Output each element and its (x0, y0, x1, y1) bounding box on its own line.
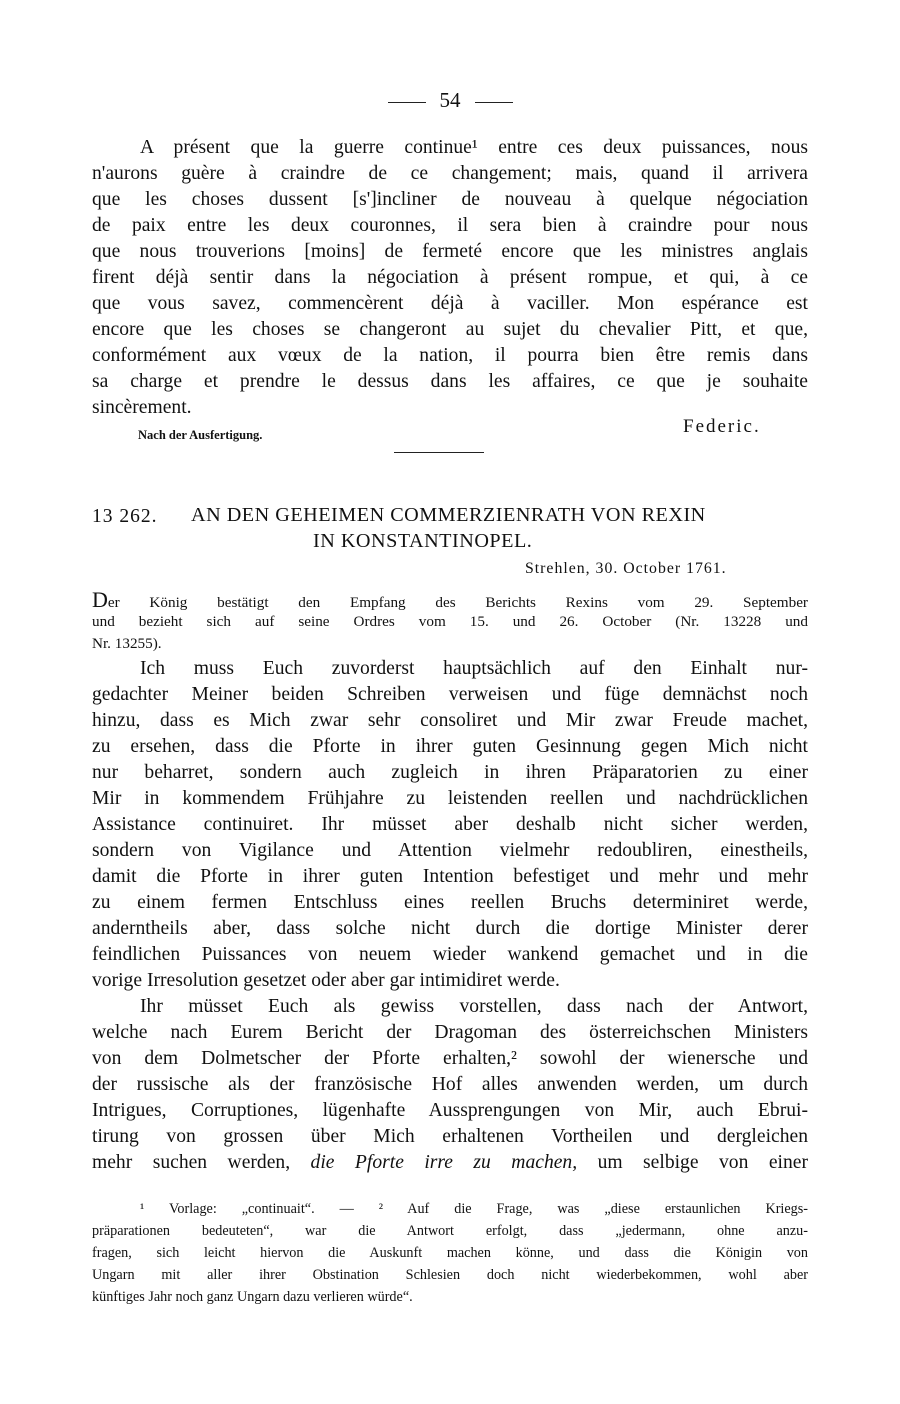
summary-line: und bezieht sich auf seine Ordres vom 15. und 26. October (Nr. 13228 und (92, 613, 808, 630)
body-line (92, 1150, 808, 1176)
body-line: Intrigues, Corruptiones, lügenhafte Aussprengungen von Mir, auch Ebrui- (92, 1100, 808, 1121)
page-number: 54 (439, 88, 461, 112)
summary-line: Nr. 13255). (92, 635, 162, 652)
body-text: mehr suchen werden, (92, 1152, 311, 1173)
header-dash-left (388, 102, 426, 103)
paragraph-line: sa charge et prendre le dessus dans les affaires, ce que je souhaite (92, 371, 808, 392)
body-line: damit die Pforte in ihrer guten Intention befestiget und mehr und mehr (92, 866, 808, 887)
header-dash-right (475, 102, 513, 103)
paragraph-line: encore que les choses se changeront au sujet du chevalier Pitt, et que, (92, 319, 808, 340)
body-line: gedachter Meiner beiden Schreiben verweisen und füge demnächst noch (92, 684, 808, 705)
paragraph-line: sincèrement. (92, 397, 192, 418)
body-line: anderntheils aber, dass solche nicht durch die dortige Minister derer (92, 918, 808, 939)
footnote-line: fragen, sich leicht hiervon die Auskunft machen könne, und dass die Königin von (92, 1245, 808, 1261)
body-line: Mir in kommendem Frühjahre zu leistenden reellen und nachdrücklichen (92, 788, 808, 809)
body-line: der russische als der französische Hof alles anwenden werden, um durch (92, 1074, 808, 1095)
footnote-line: ¹ Vorlage: „continuait“. — ² Auf die Frage, was „diese erstaunlichen Kriegs- (140, 1201, 808, 1217)
source-note: Nach der Ausfertigung. (138, 428, 263, 442)
body-line: vorige Irresolution gesetzet oder aber gar intimidiret werde. (92, 970, 560, 991)
body-line: Assistance continuiret. Ihr müsset aber deshalb nicht sicher werden, (92, 814, 808, 835)
section-divider (394, 452, 484, 453)
letter-number: 13 262. (92, 506, 158, 527)
letter-recipient-line2: IN KONSTANTINOPEL. (313, 530, 533, 552)
body-text-italic: die Pforte irre zu machen, (310, 1152, 578, 1173)
body-line: hinzu, dass es Mich zwar sehr consoliret und Mir zwar Freude machet, (92, 710, 808, 731)
body-line: zu einem fermen Entschluss eines reellen Bruchs determiniret werde, (92, 892, 808, 913)
body-text: um selbige von einer (577, 1152, 808, 1173)
body-line: nur beharret, sondern auch zugleich in ihren Präparatorien zu einer (92, 762, 808, 783)
body-line: Ihr müsset Euch als gewiss vorstellen, dass nach der Antwort, (140, 996, 808, 1017)
summary-line (92, 589, 808, 613)
footnote-line: künftiges Jahr noch ganz Ungarn dazu verlieren würde“. (92, 1289, 413, 1305)
body-line: tirung von grossen über Mich erhaltenen Vortheilen und dergleichen (92, 1126, 808, 1147)
paragraph-line: A présent que la guerre continue¹ entre ces deux puissances, nous (140, 137, 808, 158)
summary-initial: D (92, 587, 108, 612)
body-line: welche nach Eurem Bericht der Dragoman des österreichschen Ministers (92, 1022, 808, 1043)
body-line: sondern von Vigilance und Attention vielmehr redoubliren, einestheils, (92, 840, 808, 861)
body-line: Ich muss Euch zuvorderst hauptsächlich auf den Einhalt nur- (140, 658, 808, 679)
signature: Federic. (683, 416, 761, 437)
letter-recipient-line1: AN DEN GEHEIMEN COMMERZIENRATH VON REXIN (191, 504, 706, 526)
body-line: feindlichen Puissances von neuem wieder wankend gemachet und in die (92, 944, 808, 965)
body-line: von dem Dolmetscher der Pforte erhalten,² sowohl der wienersche und (92, 1048, 808, 1069)
footnote-line: Ungarn mit aller ihrer Obstination Schlesien doch nicht wiederbekommen, wohl aber (92, 1267, 808, 1283)
dateline: Strehlen, 30. October 1761. (525, 560, 727, 577)
paragraph-line: que nous trouverions [moins] de fermeté encore que les ministres anglais (92, 241, 808, 262)
footnote-line: präparationen bedeuteten“, war die Antwort erfolgt, dass „jedermann, ohne anzu- (92, 1223, 808, 1239)
paragraph-line: que vous savez, commencèrent déjà à vaciller. Mon espérance est (92, 293, 808, 314)
paragraph-line: n'aurons guère à craindre de ce changement; mais, quand il arrivera (92, 163, 808, 184)
paragraph-line: de paix entre les deux couronnes, il sera bien à craindre pour nous (92, 215, 808, 236)
paragraph-line: firent déjà sentir dans la négociation à présent rompue, et qui, à ce (92, 267, 808, 288)
summary-text: er König bestätigt den Empfang des Berichts Rexins vom 29. September (107, 594, 808, 611)
page-header (0, 88, 900, 113)
body-line: zu ersehen, dass die Pforte in ihrer guten Gesinnung gegen Mich nicht (92, 736, 808, 757)
paragraph-line: conformément aux vœux de la nation, il pourra bien être remis dans (92, 345, 808, 366)
paragraph-line: que les choses dussent [s']incliner de nouveau à quelque négociation (92, 189, 808, 210)
